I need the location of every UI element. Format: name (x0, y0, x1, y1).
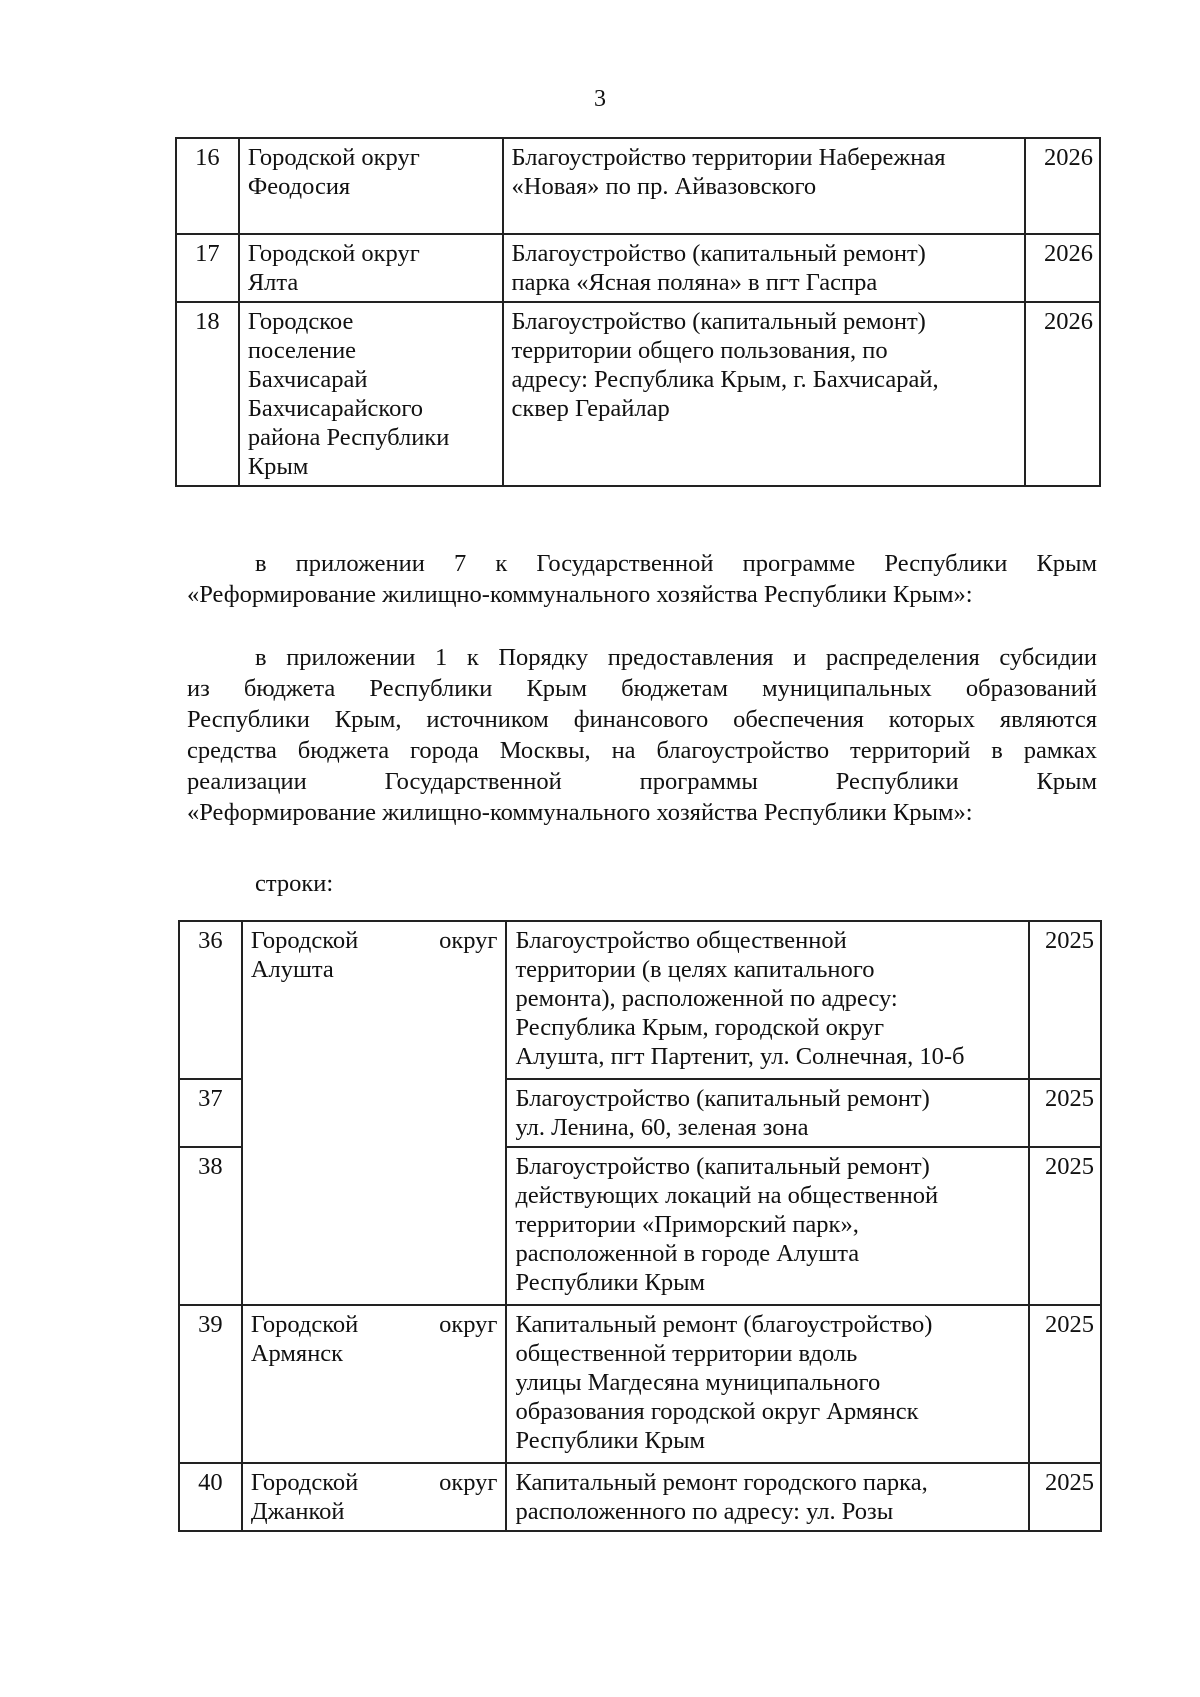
table-objects-2025 (178, 920, 1102, 1532)
text-line: средства бюджета города Москвы, на благоустройство территорий в рамках (187, 737, 1097, 764)
table-row (176, 234, 1100, 302)
cell-word: Городской (250, 1469, 359, 1496)
row-number: 38 (179, 1147, 242, 1305)
text-line: в приложении 1 к Порядку предоставления и распределения субсидии (255, 644, 1097, 671)
cell-line: Бахчисарайского (247, 395, 424, 422)
rows-label (187, 868, 1097, 899)
description-cell (506, 1147, 1029, 1305)
cell-line: расположенной в городе Алушта (515, 1240, 860, 1267)
cell-line (251, 1310, 498, 1339)
year-cell: 2025 (1029, 1147, 1101, 1305)
description-cell (503, 302, 1026, 486)
table-objects-2026 (175, 137, 1101, 487)
paragraph-appendix-1 (187, 642, 1097, 828)
table-row (179, 1463, 1101, 1531)
row-number: 18 (176, 302, 239, 486)
cell-line: Благоустройство (капитальный ремонт) (515, 1153, 930, 1180)
cell-line: Крым (247, 453, 309, 480)
page-number: 3 (594, 86, 606, 112)
text-line: реализации Государственной программы Республики Крым (187, 768, 1097, 795)
cell-line: Благоустройство (капитальный ремонт) (511, 308, 926, 335)
cell-word: Городской (250, 1311, 359, 1338)
cell-line: ул. Ленина, 60, зеленая зона (515, 1114, 809, 1141)
cell-line (251, 1468, 498, 1497)
municipality-cell (242, 1305, 507, 1463)
text-line: строки: (255, 870, 334, 897)
cell-line: Благоустройство территории Набережная (511, 144, 946, 171)
cell-line: Феодосия (247, 173, 351, 200)
year-cell: 2025 (1029, 1079, 1101, 1147)
year-cell: 2026 (1025, 234, 1100, 302)
text-line: из бюджета Республики Крым бюджетам муниципальных образований (187, 675, 1097, 702)
municipality-cell (239, 138, 503, 234)
text-line: «Реформирование жилищно-коммунального хозяйства Республики Крым»: (187, 581, 973, 608)
cell-line: района Республики (247, 424, 450, 451)
cell-line: парка «Ясная поляна» в пгт Гаспра (511, 269, 878, 296)
description-cell (503, 138, 1026, 234)
year-cell: 2025 (1029, 921, 1101, 1079)
row-number: 16 (176, 138, 239, 234)
cell-line: территории (в целях капитального (515, 956, 875, 983)
municipality-cell (242, 921, 507, 1305)
cell-line: территории общего пользования, по (511, 337, 888, 364)
cell-line: адресу: Республика Крым, г. Бахчисарай, (511, 366, 939, 393)
cell-line: Городское (247, 308, 354, 335)
cell-word: Городской (250, 927, 359, 954)
cell-line (251, 926, 498, 955)
cell-line: поселение (247, 337, 357, 364)
row-number: 17 (176, 234, 239, 302)
year-cell: 2026 (1025, 302, 1100, 486)
description-cell (506, 1079, 1029, 1147)
cell-line: действующих локаций на общественной (515, 1182, 939, 1209)
row-number: 36 (179, 921, 242, 1079)
table-row (176, 302, 1100, 486)
cell-line: территории «Приморский парк», (515, 1211, 859, 1238)
cell-line: Армянск (250, 1340, 344, 1367)
cell-line: ремонта), расположенной по адресу: (515, 985, 898, 1012)
description-cell (503, 234, 1026, 302)
cell-line: Капитальный ремонт (благоустройство) (515, 1311, 933, 1338)
municipality-cell (242, 1463, 507, 1531)
cell-line: Республики Крым (515, 1269, 706, 1296)
cell-line: Алушта, пгт Партенит, ул. Солнечная, 10-б (515, 1043, 965, 1070)
cell-line: Джанкой (250, 1498, 345, 1525)
text-line: Республики Крым, источником финансового обеспечения которых являются (187, 706, 1097, 733)
year-cell: 2025 (1029, 1305, 1101, 1463)
description-cell (506, 1305, 1029, 1463)
row-number: 37 (179, 1079, 242, 1147)
cell-line: Республики Крым (515, 1427, 706, 1454)
text-line: в приложении 7 к Государственной программе Республики Крым (255, 550, 1097, 577)
cell-line: Благоустройство (капитальный ремонт) (515, 1085, 930, 1112)
municipality-cell (239, 302, 503, 486)
table-row (179, 1305, 1101, 1463)
cell-line: Бахчисарай (247, 366, 368, 393)
cell-line: общественной территории вдоль (515, 1340, 858, 1367)
cell-line: сквер Герайлар (511, 395, 670, 422)
cell-line: расположенного по адресу: ул. Розы (515, 1498, 894, 1525)
paragraph-appendix-7 (187, 548, 1097, 610)
year-cell: 2025 (1029, 1463, 1101, 1531)
cell-line: образования городской округ Армянск (515, 1398, 919, 1425)
year-cell: 2026 (1025, 138, 1100, 234)
cell-line: Благоустройство (капитальный ремонт) (511, 240, 926, 267)
cell-line: Республика Крым, городской округ (515, 1014, 885, 1041)
cell-line: Городской округ (247, 144, 420, 171)
municipality-cell (239, 234, 503, 302)
row-number: 39 (179, 1305, 242, 1463)
description-cell (506, 921, 1029, 1079)
text-line: «Реформирование жилищно-коммунального хозяйства Республики Крым»: (187, 799, 973, 826)
description-cell (506, 1463, 1029, 1531)
cell-line: Городской округ (247, 240, 420, 267)
cell-word: округ (439, 1469, 498, 1496)
cell-line: Капитальный ремонт городского парка, (515, 1469, 928, 1496)
cell-line: Благоустройство общественной (515, 927, 847, 954)
cell-word: округ (439, 927, 498, 954)
table-row (176, 138, 1100, 234)
cell-line: Алушта (250, 956, 334, 983)
cell-line: «Новая» по пр. Айвазовского (511, 173, 817, 200)
row-number: 40 (179, 1463, 242, 1531)
cell-line: улицы Магдесяна муниципального (515, 1369, 881, 1396)
cell-word: округ (439, 1311, 498, 1338)
cell-line: Ялта (247, 269, 299, 296)
table-row (179, 921, 1101, 1079)
